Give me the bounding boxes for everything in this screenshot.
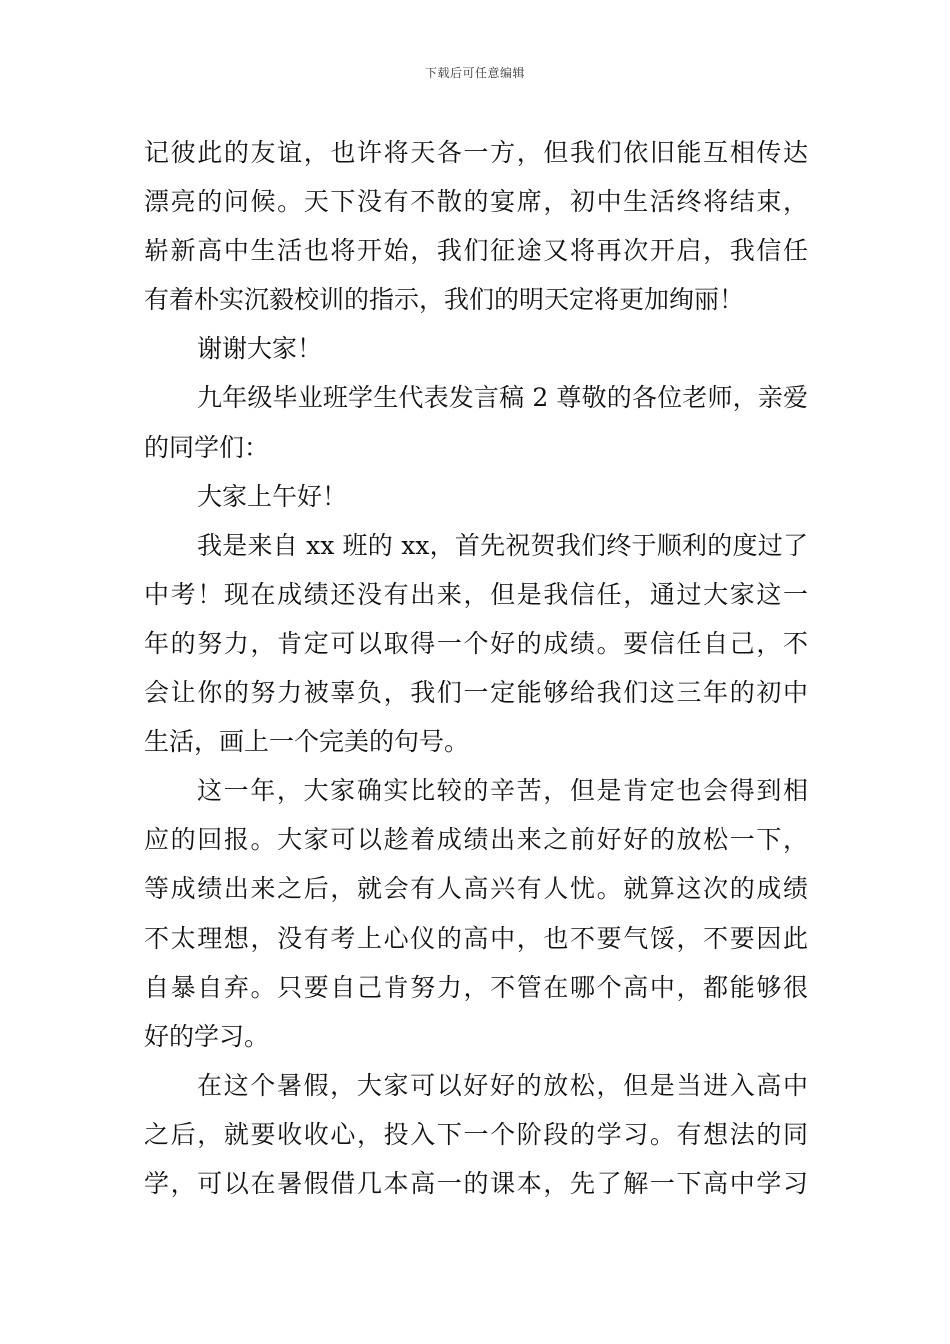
text-line: 中考！现在成绩还没有出来，但是我信任，通过大家这一 bbox=[144, 579, 808, 609]
text-line: 的同学们： bbox=[144, 432, 270, 462]
text-line: 谢谢大家！ bbox=[197, 334, 323, 364]
text-line: 崭新高中生活也将开始，我们征途又将再次开启，我信任 bbox=[144, 236, 808, 266]
text-line: 大家上午好！ bbox=[197, 481, 348, 511]
text-line: 有着朴实沉毅校训的指示，我们的明天定将更加绚丽！ bbox=[144, 285, 745, 315]
document-body bbox=[144, 128, 808, 1208]
text-line: 等成绩出来之后，就会有人高兴有人忧。就算这次的成绩 bbox=[144, 874, 808, 904]
text-line: 之后，就要收收心，投入下一个阶段的学习。有想法的同 bbox=[144, 1119, 808, 1149]
text-line: 年的努力，肯定可以取得一个好的成绩。要信任自己，不 bbox=[144, 628, 808, 658]
text-line: 在这个暑假，大家可以好好的放松，但是当进入高中 bbox=[197, 1070, 808, 1100]
text-line: 不太理想，没有考上心仪的高中，也不要气馁，不要因此 bbox=[144, 923, 808, 953]
text-line: 生活，画上一个完美的句号。 bbox=[144, 727, 470, 757]
text-line: 我是来自 xx 班的 xx，首先祝贺我们终于顺利的度过了 bbox=[197, 530, 808, 560]
text-line: 自暴自弃。只要自己肯努力，不管在哪个高中，都能够很 bbox=[144, 972, 808, 1002]
text-line: 漂亮的问候。天下没有不散的宴席，初中生活终将结束， bbox=[144, 187, 808, 217]
text-line: 学，可以在暑假借几本高一的课本，先了解一下高中学习 bbox=[144, 1168, 808, 1198]
text-line: 好的学习。 bbox=[144, 1021, 270, 1051]
text-line: 记彼此的友谊，也许将天各一方，但我们依旧能互相传达 bbox=[144, 138, 808, 167]
text-line: 这一年，大家确实比较的辛苦，但是肯定也会得到相 bbox=[197, 776, 808, 806]
text-line: 应的回报。大家可以趁着成绩出来之前好好的放松一下， bbox=[144, 825, 808, 855]
page-header: 下载后可任意编辑 bbox=[424, 66, 525, 80]
text-line: 九年级毕业班学生代表发言稿 2 尊敬的各位老师，亲爱 bbox=[197, 383, 808, 413]
text-line: 会让你的努力被辜负，我们一定能够给我们这三年的初中 bbox=[144, 678, 808, 708]
